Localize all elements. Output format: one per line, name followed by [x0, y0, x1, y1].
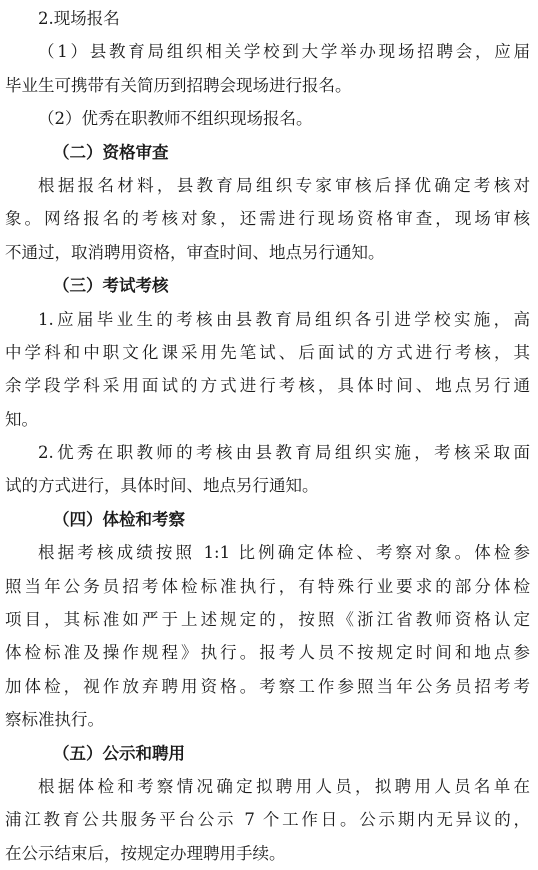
text-line: （1）县教育局组织相关学校到大学举办现场招聘会，应届 [38, 42, 530, 62]
section-heading: （五）公示和聘用 [53, 743, 185, 763]
section-heading: （四）体检和考察 [53, 509, 185, 529]
text-line: 根据报名材料，县教育局组织专家审核后择优确定考核对 [38, 175, 530, 195]
text-line: 根据考核成绩按照 1:1 比例确定体检、考察对象。体检参 [38, 543, 530, 563]
text-line: 毕业生可携带有关简历到招聘会现场进行报名。 [5, 75, 352, 95]
text-line: 项目，其标准如严于上述规定的，按照《浙江省教师资格认定 [5, 610, 530, 630]
text-line: 察标准执行。 [5, 710, 104, 730]
text-line: （2）优秀在职教师不组织现场报名。 [38, 109, 313, 129]
text-line: 2.优秀在职教师的考核由县教育局组织实施，考核采取面 [38, 443, 530, 463]
text-line: 在公示结束后，按规定办理聘用手续。 [5, 843, 286, 863]
text-line: 体检标准及操作规程》执行。报考人员不按规定时间和地点参 [5, 643, 530, 663]
text-line: 浦江教育公共服务平台公示 7 个工作日。公示期内无异议的， [5, 810, 530, 830]
section-heading: （三）考试考核 [53, 276, 169, 296]
text-line: 知。 [5, 409, 38, 429]
text-line: 2.现场报名 [38, 9, 120, 28]
text-line: 1.应届毕业生的考核由县教育局组织各引进学校实施，高 [38, 309, 530, 329]
text-line: 加体检，视作放弃聘用资格。考察工作参照当年公务员招考考 [5, 676, 530, 696]
section-heading: （二）资格审查 [53, 142, 169, 162]
text-line: 余学段学科采用面试的方式进行考核，具体时间、地点另行通 [5, 376, 530, 396]
text-line: 试的方式进行，具体时间、地点另行通知。 [5, 476, 319, 496]
text-line: 照当年公务员招考体检标准执行，有特殊行业要求的部分体检 [5, 576, 530, 596]
text-line: 根据体检和考察情况确定拟聘用人员，拟聘用人员名单在 [38, 776, 530, 796]
text-line: 中学科和中职文化课采用先笔试、后面试的方式进行考核，其 [5, 342, 530, 362]
text-line: 不通过，取消聘用资格，审查时间、地点另行通知。 [5, 242, 385, 262]
text-line: 象。网络报名的考核对象，还需进行现场资格审查，现场审核 [5, 209, 530, 229]
